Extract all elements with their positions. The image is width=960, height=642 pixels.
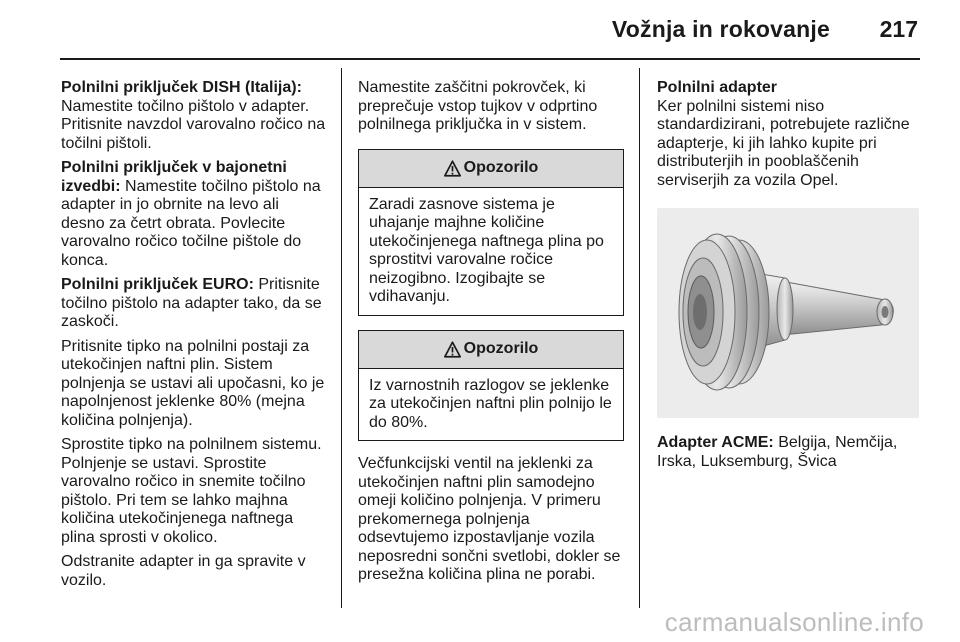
warning-box-2-text: Iz varnostnih razlogov se jeklenke za utekočinjen naftni plin polnijo le do 80%. (369, 376, 612, 431)
adapter-caption (657, 434, 922, 471)
warning-box-1-header (359, 150, 623, 188)
paragraph-bayonet-heading: Polnilni priključek v bajonetni izvedbi: (61, 159, 287, 195)
warning-box-2-body (359, 369, 623, 441)
warning-box-2-header (359, 331, 623, 369)
adapter-caption-text: Belgija, Nemčija, Irska, Luksemburg, Švica (657, 434, 898, 470)
footer-watermark: carmanualsonline.info (664, 607, 924, 637)
acme-adapter-illustration (657, 208, 919, 418)
text-column-3 (657, 79, 922, 477)
paragraph-press-button: Pritisnite tipko na polnilni postaji za utekočinjen naftni plin. Sistem polnjenja se ustavi ali upočasni, ko je napolnjenost jeklenke 80% (mejna količina polnjenja). (61, 337, 325, 429)
paragraph-release-button: Sprostite tipko na polnilnem sistemu. Polnjenje se ustavi. Sprostite varovalno ročico in snemite točilno pištolo. Pri tem se lahko majhna količina utekočinjenega naftnega plina sprosti v okolico. (61, 436, 322, 546)
paragraph-adapter-intro: Ker polnilni sistemi niso standardizirani, potrebujete različne adapterje, ki jih lahko kupite pri distributerjih in pooblaščenih serviserjih za vozila Opel. (657, 97, 910, 189)
warning-box-2-title: Opozorilo (463, 339, 539, 357)
adapter-figure (657, 208, 919, 418)
paragraph-protective-cap: Namestite zaščitni pokrovček, ki preprečuje vstop tujkov v odprtino polnilnega priključka in v sistem. (358, 79, 598, 133)
text-column-1 (61, 79, 326, 596)
section-heading-adapter-text: Polnilni adapter (657, 79, 778, 96)
warning-box-1 (358, 149, 624, 316)
text-column-2 (358, 79, 624, 591)
paragraph-euro (61, 276, 326, 332)
paragraph-remove-adapter: Odstranite adapter in ga spravite v vozilo. (61, 553, 306, 589)
paragraph-bayonet (61, 159, 326, 270)
paragraph-dish-text: Namestite točilno pištolo v adapter. Pritisnite navzdol varovalno ročico na točilni pištoli. (61, 97, 326, 152)
paragraph-dish (61, 79, 326, 153)
adapter-caption-heading: Adapter ACME: (657, 434, 774, 451)
warning-triangle-icon (444, 341, 461, 358)
header-rule (60, 58, 920, 60)
column-divider-right (639, 68, 640, 608)
warning-triangle-icon (444, 160, 461, 177)
paragraph-euro-heading: Polnilni priključek EURO: (61, 276, 254, 293)
warning-box-1-text: Zaradi zasnove sistema je uhajanje majhne količine utekočinjenega naftnega plina po sprostitvi varovalne ročice neizogibno. Izogibajte se vdihavanju. (369, 195, 604, 305)
paragraph-bayonet-text: Namestite točilno pištolo na adapter in jo obrnite na levo ali desno za četrt obrata. Povlecite varovalno ročico točilne pištole do konca. (61, 177, 321, 269)
warning-box-1-title: Opozorilo (463, 158, 539, 176)
paragraph-euro-text: Pritisnite točilno pištolo na adapter tako, da se zaskoči. (61, 276, 322, 330)
page-title: Vožnja in rokovanje (611, 16, 830, 42)
section-heading-adapter (657, 79, 922, 190)
warning-box-1-body (359, 188, 623, 315)
page-number: 217 (879, 16, 918, 42)
paragraph-multifunction-valve: Večfunkcijski ventil na jeklenki za utekočinjen naftni plin samodejno omeji količino polnjenja. V primeru prekomernega polnjenja odsevtujemo izpostavljanje vozila neposredni sončni svetlobi, dokler se presežna količina plina ne porabi. (358, 455, 621, 583)
warning-box-2 (358, 330, 624, 442)
page-header (0, 0, 960, 60)
paragraph-dish-heading: Polnilni priključek DISH (Italija): (61, 79, 302, 96)
column-divider-left (341, 68, 342, 608)
